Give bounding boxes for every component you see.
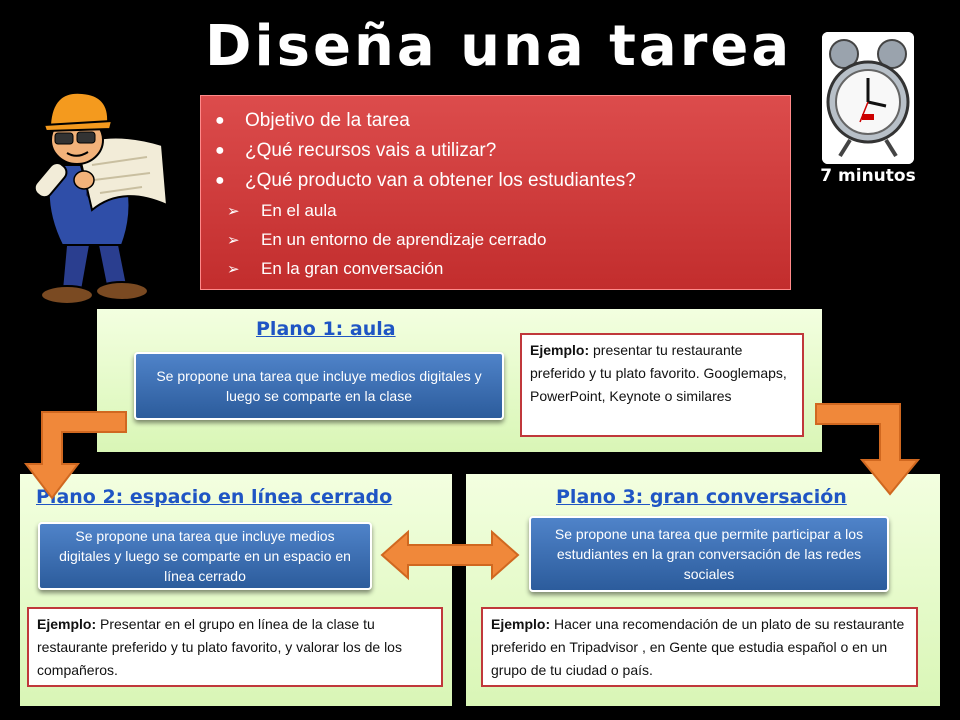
objective-subitem: ➢ En la gran conversación (227, 258, 444, 278)
double-arrow-icon (380, 530, 520, 580)
arrow-bullet-icon: ➢ (227, 231, 240, 249)
example-text: Presentar en el grupo en línea de la clase tu restaurante preferido y tu plato favorito, y valorar los de los compañeros. (37, 616, 402, 678)
plano2-title[interactable]: Plano 2: espacio en línea cerrado (36, 486, 393, 508)
example-label: Ejemplo: (530, 342, 590, 358)
slide-title: Diseña una tarea (205, 14, 793, 79)
example-label: Ejemplo: (37, 616, 97, 632)
objectives-box (200, 95, 791, 290)
plano1-title[interactable]: Plano 1: aula (256, 318, 396, 340)
architect-cartoon-icon (22, 85, 172, 305)
objective-item: ● ¿Qué recursos vais a utilizar? (215, 140, 497, 161)
alarm-clock-image (822, 32, 914, 164)
objective-subitem: ➢ En el aula (227, 200, 337, 220)
objective-subitem: ➢ En un entorno de aprendizaje cerrado (227, 229, 547, 249)
plano3-example (481, 607, 918, 687)
plano2-description: Se propone una tarea que incluye medios digitales y luego se comparte en un espacio en línea cerrado (38, 522, 372, 590)
timer-label: 7 minutos (820, 166, 916, 186)
plano1-description: Se propone una tarea que incluye medios digitales y luego se comparte en la clase (134, 352, 504, 420)
arrow-bullet-icon: ➢ (227, 202, 240, 220)
objective-item: ● Objetivo de la tarea (215, 110, 410, 131)
bent-arrow-right-icon (814, 396, 924, 496)
bullet-icon: ● (215, 142, 225, 159)
bullet-icon: ● (215, 112, 225, 129)
plano3-description: Se propone una tarea que permite participar a los estudiantes en la gran conversación de las redes sociales (529, 516, 889, 592)
arrow-bullet-icon: ➢ (227, 260, 240, 278)
plano2-example (27, 607, 443, 687)
example-text: presentar tu restaurante preferido y tu plato favorito. Googlemaps, PowerPoint, Keynote o similares (530, 342, 787, 404)
plano1-example (520, 333, 804, 437)
example-label: Ejemplo: (491, 616, 551, 632)
bullet-icon: ● (215, 172, 225, 189)
alarm-clock-icon (822, 32, 914, 164)
example-text: Hacer una recomendación de un plato de su restaurante preferido en Tripadvisor , en Gente que estudia español o en un grupo de tu ciudad o país. (491, 616, 905, 678)
bent-arrow-left-icon (22, 404, 128, 500)
objective-item: ● ¿Qué producto van a obtener los estudiantes? (215, 170, 636, 191)
plano3-title[interactable]: Plano 3: gran conversación (556, 486, 847, 508)
